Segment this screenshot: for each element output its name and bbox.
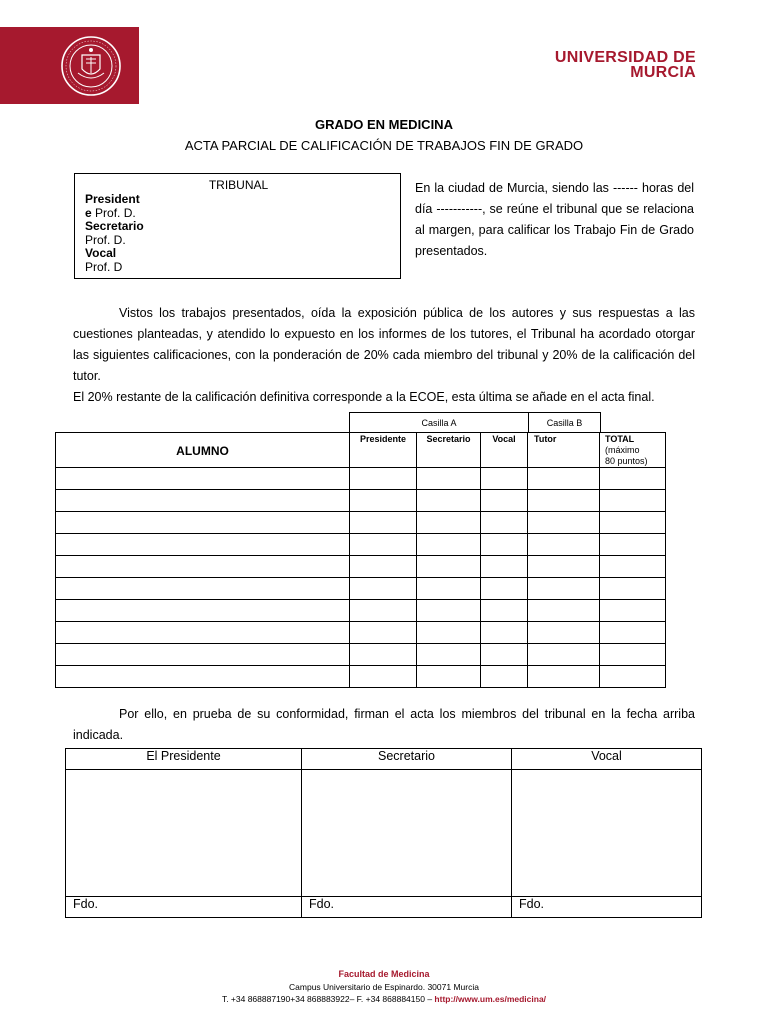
casilla-b-label: Casilla B (529, 413, 601, 433)
document-title: GRADO EN MEDICINA (315, 117, 453, 132)
fdo-presidente: Fdo. (66, 897, 302, 918)
vocal-cell[interactable] (481, 600, 528, 622)
page-footer (0, 968, 768, 1006)
university-name-line1: UNIVERSIDAD DE (554, 49, 696, 66)
vocal-name: Prof. D (85, 259, 123, 274)
col-presidente: Presidente (350, 433, 417, 468)
secretario-label: Secretario (85, 219, 144, 233)
university-name-line2: MURCIA (630, 64, 696, 81)
body-text (73, 303, 695, 408)
secretario-cell[interactable] (417, 556, 481, 578)
footer-address: Campus Universitario de Espinardo. 30071 Murcia (289, 981, 479, 992)
university-logo-block (0, 27, 139, 104)
presidente-cell[interactable] (350, 644, 417, 666)
vocal-cell[interactable] (481, 512, 528, 534)
alumno-cell[interactable] (56, 666, 350, 688)
presidente-cell[interactable] (350, 490, 417, 512)
university-seal-icon (60, 35, 122, 97)
tutor-cell[interactable] (528, 578, 600, 600)
grades-table (55, 432, 666, 688)
table-row (56, 534, 666, 556)
total-cell[interactable] (600, 556, 666, 578)
table-row (56, 666, 666, 688)
vocal-cell[interactable] (481, 556, 528, 578)
table-row (56, 644, 666, 666)
fdo-vocal: Fdo. (512, 897, 702, 918)
secretario-cell[interactable] (417, 578, 481, 600)
total-cell[interactable] (600, 622, 666, 644)
col-total-label: TOTAL (605, 434, 635, 444)
vocal-label: Vocal (85, 246, 117, 260)
university-name (555, 50, 696, 80)
tutor-cell[interactable] (528, 622, 600, 644)
secretario-cell[interactable] (417, 534, 481, 556)
president-name: Prof. D. (91, 205, 136, 220)
presidente-cell[interactable] (350, 512, 417, 534)
secretario-cell[interactable] (417, 644, 481, 666)
vocal-cell[interactable] (481, 666, 528, 688)
vocal-cell[interactable] (481, 534, 528, 556)
col-total-note2: 80 puntos) (605, 456, 648, 466)
tribunal-members (85, 193, 144, 274)
secretario-cell[interactable] (417, 468, 481, 490)
total-cell[interactable] (600, 600, 666, 622)
table-row (56, 512, 666, 534)
presidente-cell[interactable] (350, 622, 417, 644)
secretario-cell[interactable] (417, 490, 481, 512)
total-cell[interactable] (600, 666, 666, 688)
vocal-cell[interactable] (481, 578, 528, 600)
alumno-cell[interactable] (56, 490, 350, 512)
tutor-cell[interactable] (528, 556, 600, 578)
secretario-cell[interactable] (417, 666, 481, 688)
tribunal-heading: TRIBUNAL (208, 178, 269, 192)
closing-paragraph: Por ello, en prueba de su conformidad, firman el acta los miembros del tribunal en la fecha arriba indicada. (73, 707, 695, 742)
president-label-end: e (85, 205, 92, 220)
table-row (56, 578, 666, 600)
footer-contact: T. +34 868887190+34 868883922– F. +34 868884150 – (221, 994, 435, 1004)
tutor-cell[interactable] (528, 644, 600, 666)
presidente-cell[interactable] (350, 556, 417, 578)
col-alumno: ALUMNO (56, 433, 350, 468)
document-subtitle: ACTA PARCIAL DE CALIFICACIÓN DE TRABAJOS FIN DE GRADO (184, 138, 584, 153)
total-cell[interactable] (600, 512, 666, 534)
alumno-cell[interactable] (56, 622, 350, 644)
secretario-cell[interactable] (417, 622, 481, 644)
alumno-cell[interactable] (56, 556, 350, 578)
tutor-cell[interactable] (528, 512, 600, 534)
signature-presidente-area[interactable] (66, 770, 302, 897)
casilla-header-table (349, 412, 601, 433)
table-row (56, 622, 666, 644)
tutor-cell[interactable] (528, 534, 600, 556)
tutor-cell[interactable] (528, 468, 600, 490)
col-total (600, 433, 666, 468)
footer-faculty: Facultad de Medicina (338, 969, 430, 979)
fdo-secretario: Fdo. (302, 897, 512, 918)
col-total-note1: (máximo (605, 445, 640, 455)
footer-url-link[interactable]: http://www.um.es/medicina/ (434, 994, 547, 1004)
tutor-cell[interactable] (528, 666, 600, 688)
table-row (56, 600, 666, 622)
table-row (56, 468, 666, 490)
president-label: President (85, 192, 140, 206)
tribunal-box (74, 173, 401, 279)
total-cell[interactable] (600, 578, 666, 600)
closing-text (73, 704, 695, 746)
signature-header-row (66, 749, 702, 770)
vocal-cell[interactable] (481, 644, 528, 666)
casilla-a-label: Casilla A (350, 413, 529, 433)
col-secretario: Secretario (417, 433, 481, 468)
signature-secretario-label: Secretario (302, 749, 512, 770)
vocal-cell[interactable] (481, 622, 528, 644)
tutor-cell[interactable] (528, 600, 600, 622)
presidente-cell[interactable] (350, 534, 417, 556)
table-row (56, 490, 666, 512)
alumno-cell[interactable] (56, 468, 350, 490)
total-cell[interactable] (600, 468, 666, 490)
col-tutor: Tutor (528, 433, 600, 468)
signature-fdo-row (66, 897, 702, 918)
total-cell[interactable] (600, 490, 666, 512)
signature-vocal-area[interactable] (512, 770, 702, 897)
presidente-cell[interactable] (350, 468, 417, 490)
intro-text: En la ciudad de Murcia, siendo las ------ horas del día -----------, se reúne el tribunal que se relaciona al margen, para calificar los Trabajo Fin de Grado presentados. (415, 181, 694, 258)
body-paragraph-2: El 20% restante de la calificación definitiva corresponde a la ECOE, esta última se añade en el acta final. (73, 390, 655, 404)
alumno-cell[interactable] (56, 512, 350, 534)
vocal-cell[interactable] (481, 490, 528, 512)
signature-presidente-label: El Presidente (66, 749, 302, 770)
signature-vocal-label: Vocal (512, 749, 702, 770)
signature-table (65, 748, 702, 918)
signature-secretario-area[interactable] (302, 770, 512, 897)
vocal-cell[interactable] (481, 468, 528, 490)
secretario-cell[interactable] (417, 512, 481, 534)
signature-space-row (66, 770, 702, 897)
alumno-cell[interactable] (56, 644, 350, 666)
footer-contact-line (0, 993, 768, 1006)
presidente-cell[interactable] (350, 578, 417, 600)
alumno-cell[interactable] (56, 600, 350, 622)
table-row (56, 556, 666, 578)
col-vocal: Vocal (481, 433, 528, 468)
total-cell[interactable] (600, 644, 666, 666)
secretario-cell[interactable] (417, 600, 481, 622)
presidente-cell[interactable] (350, 600, 417, 622)
alumno-cell[interactable] (56, 578, 350, 600)
secretario-name: Prof. D. (85, 232, 126, 247)
total-cell[interactable] (600, 534, 666, 556)
presidente-cell[interactable] (350, 666, 417, 688)
grades-header-row (56, 433, 666, 468)
alumno-cell[interactable] (56, 534, 350, 556)
tutor-cell[interactable] (528, 490, 600, 512)
body-paragraph-1: Vistos los trabajos presentados, oída la exposición pública de los autores y sus respuestas a las cuestiones planteadas, y atendido lo expuesto en los informes de los tutores, el Tribunal ha acordado otorgar las siguientes calificaciones, con la ponderación de 20% cada miembro del tribunal y 20% de la calificación del tutor. (73, 306, 695, 383)
